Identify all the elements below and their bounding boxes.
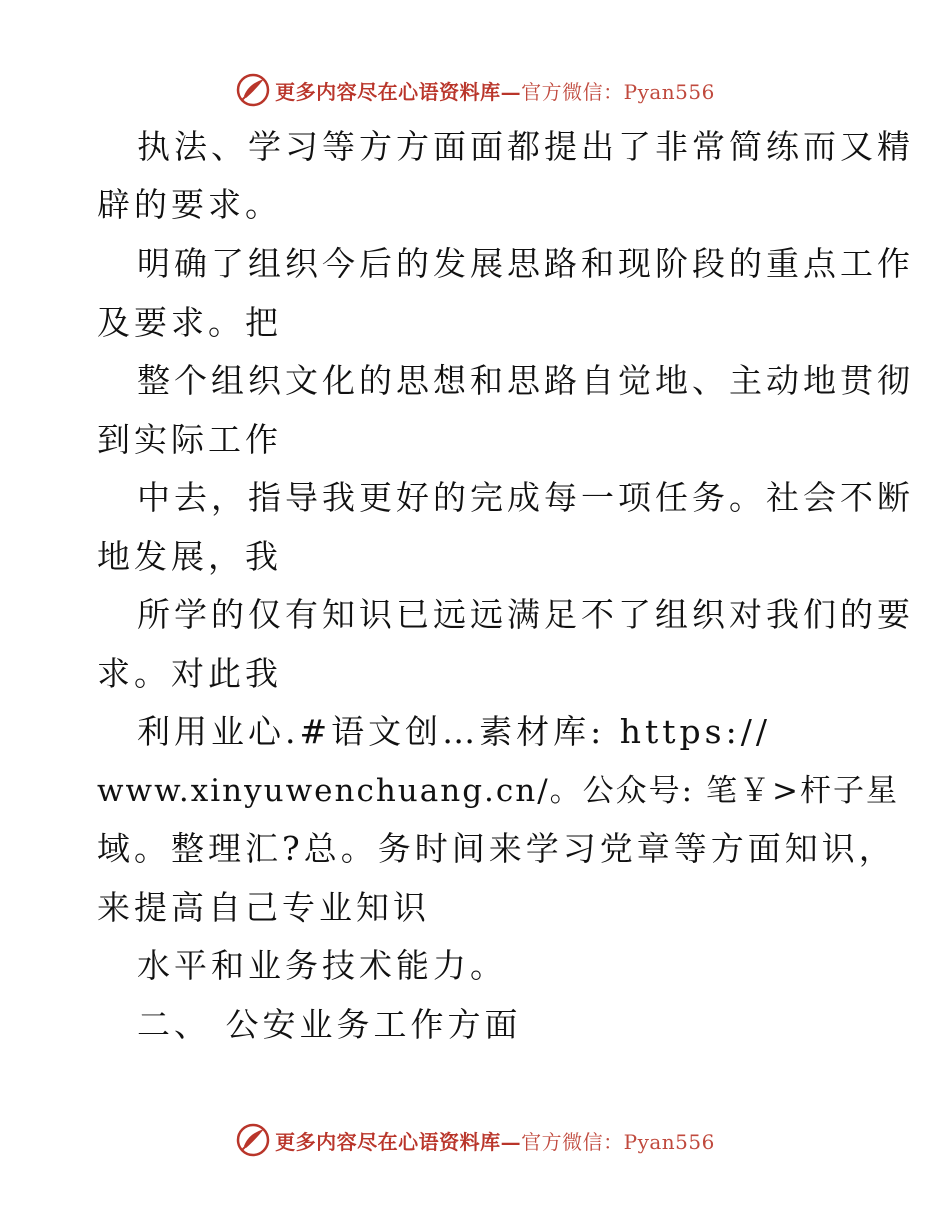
banner-main-text: 更多内容尽在心语资料库	[275, 1129, 501, 1154]
text-line: 及要求。把	[97, 303, 282, 342]
text-line: 求。对此我	[97, 654, 282, 693]
text-line: 辟的要求。	[97, 185, 282, 224]
banner-separator: —	[500, 1129, 522, 1154]
text-line: 来提高自己专业知识	[97, 888, 430, 927]
text-line: 明确了组织今后的发展思路和现阶段的重点工作	[137, 244, 914, 283]
banner-separator: —	[500, 79, 522, 104]
pen-logo-icon	[235, 72, 271, 108]
text-line: 利用业心.#语文创…素材库: https://	[137, 712, 771, 751]
text-line: 整个组织文化的思想和思路自觉地、主动地贯彻	[137, 361, 914, 400]
footer-banner	[0, 1120, 950, 1160]
banner-main-text: 更多内容尽在心语资料库	[275, 79, 501, 104]
text-line: 到实际工作	[97, 420, 282, 459]
header-banner	[0, 70, 950, 110]
text-line: 执法、学习等方方面面都提出了非常简练而又精	[137, 127, 914, 166]
text-line: www.xinyuwenchuang.cn/。公众号: 笔￥>杆子星	[97, 773, 899, 809]
text-line: 域。整理汇?总。务时间来学习党章等方面知识，	[97, 829, 896, 868]
banner-title	[275, 76, 715, 105]
banner-wechat-text: 官方微信：Pyan556	[521, 79, 715, 104]
text-line: 所学的仅有知识已远远满足不了组织对我们的要	[137, 595, 914, 634]
text-line: 中去，指导我更好的完成每一项任务。社会不断	[137, 478, 914, 517]
banner-wechat-text: 官方微信：Pyan556	[521, 1129, 715, 1154]
text-line: 水平和业务技术能力。	[137, 946, 507, 985]
banner-title	[275, 1126, 715, 1155]
text-line: 地发展，我	[97, 537, 282, 576]
section-heading: 二、 公安业务工作方面	[137, 1005, 522, 1044]
pen-logo-icon	[235, 1122, 271, 1158]
